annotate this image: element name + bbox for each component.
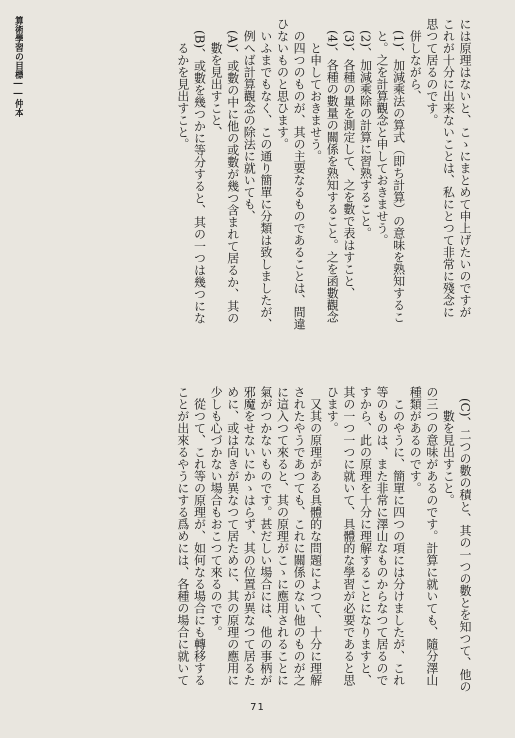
text-line: されたやうであつても、これに關係のない他のものが之 xyxy=(292,386,307,686)
text-line: すから、此の原理を十分に理解することになりますと、 xyxy=(358,386,373,686)
text-line: (C)、二つの數の積と、其の一つの數とを知つて、他の xyxy=(458,386,472,693)
text-line: 其の一つ一つに就いて、具體的な學習が必要であると思 xyxy=(341,386,356,686)
text-line: 例へば計算觀念の除法に就いても、 xyxy=(242,18,257,222)
text-line: の四つのものが、其の主要なるものであることは、間違 xyxy=(292,18,307,330)
text-line: (2)、加減乘除の計算に習熟すること。 xyxy=(358,18,373,239)
text-line: (A)、或數の中に他の或數が幾つ含まれて居るか、其の xyxy=(225,18,240,325)
text-line: これが十分に出来ないことは、私にとつて非常に殘念に xyxy=(441,18,456,318)
text-line: には原理はないと、こゝにまとめて申上げたいのですが xyxy=(458,18,472,318)
text-line: るかを見出すこと。 xyxy=(175,18,190,150)
text-line: (B)、或數を幾つかに等分すると、其の一つは幾つにな xyxy=(192,18,207,325)
text-line: (4)、各種の數量の關係を熟知すること。之を函數觀念 xyxy=(325,18,340,323)
page-number: 71 xyxy=(250,702,265,713)
text-line: 少しも心づかない場合もおこつて來るのです。 xyxy=(209,386,224,638)
text-line: ひないものと思ひます。 xyxy=(275,18,290,150)
text-line: (3)、各種の量を測定して、之を數で表はすこと、 xyxy=(341,18,356,299)
text-line: いふまでもなく、この通り簡單に分類は致しましたが、 xyxy=(258,18,273,330)
upper-text-block xyxy=(18,18,473,336)
text-line: 又其の原理がある具體的な問題によつて、十分に理解 xyxy=(308,386,323,686)
text-line: ことが出來るやうにする爲めには、各種の場合に就いて xyxy=(175,386,190,686)
text-line: めに、或は向きが異なつて居ために、其の原理の應用に xyxy=(225,386,240,686)
text-line: と。之を計算觀念と申しておきませう。 xyxy=(375,18,390,246)
text-line: 等のものは、また非常に澤山なものからなつて居るので xyxy=(375,386,390,686)
running-header: 算術學習の目標――仲本 xyxy=(13,16,23,117)
text-line: と申しておきませう。 xyxy=(308,18,323,162)
text-line: の三つの意味があるのです。計算に就いても、隨分澤山 xyxy=(424,386,439,686)
text-line: 邪魔をせないにかゝはらず、其の位置が異なつて居るた xyxy=(242,386,257,686)
text-line: 從つて、これ等の原理が、如何なる場合にも轉移する xyxy=(192,386,207,686)
text-line: 數を見出すこと。 xyxy=(441,386,456,506)
text-line: (1)、加減乘法の算式（即ち計算）の意味を熟知するこ xyxy=(391,18,406,323)
text-line: 數を見出すこと、 xyxy=(209,18,224,138)
text-line: 併しながら、 xyxy=(408,18,423,102)
lower-text-block xyxy=(18,386,473,696)
text-line: 氣がつかないものです。甚だしい場合には、他の事柄が xyxy=(258,386,273,686)
text-line: ひます。 xyxy=(325,386,340,434)
text-line: 種類があるのです。 xyxy=(408,386,423,494)
text-line: に這入つて來ると、其の原理がこゝに應用されることに xyxy=(275,386,290,686)
text-line: このやうに、簡單に四つの項には分けましたが、これ xyxy=(391,386,406,686)
text-line: 思つて居るのです。 xyxy=(424,18,439,126)
